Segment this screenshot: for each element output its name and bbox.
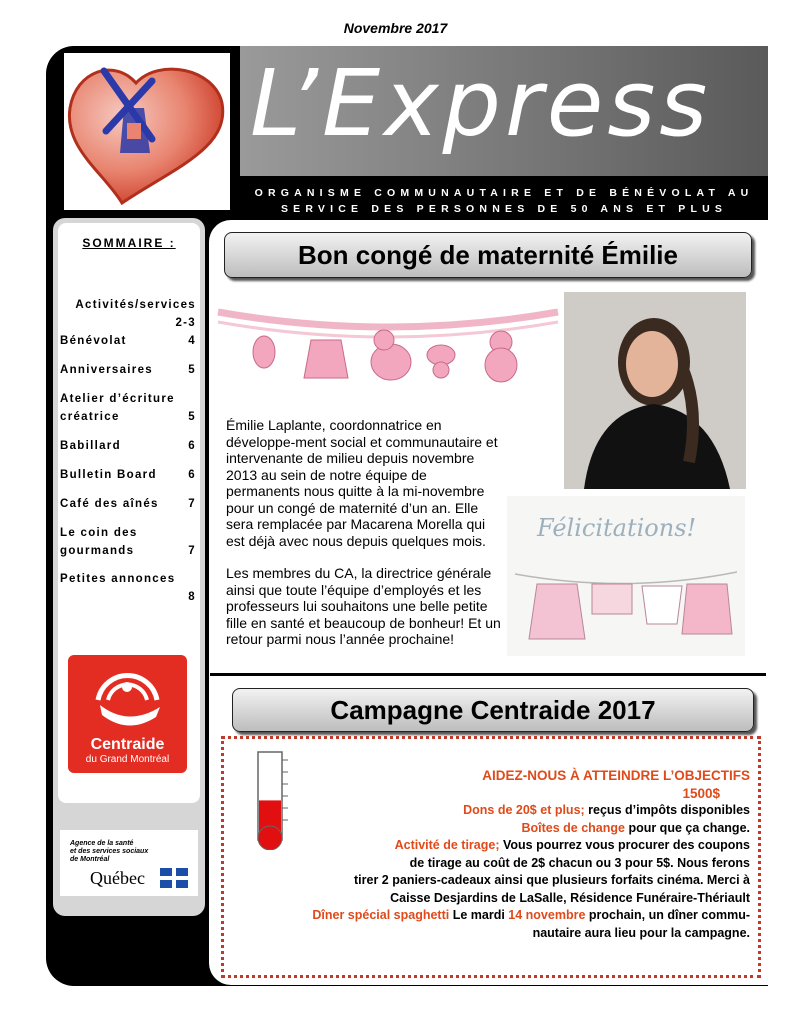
toc-item: Atelier d’écriture créatrice 5 (60, 393, 196, 423)
toc-item: 6 Bulletin Board (60, 469, 196, 481)
centraide-name: Centraide (90, 736, 165, 753)
portrait-photo (564, 292, 746, 489)
toc-item: 4 Bénévolat (60, 335, 196, 347)
article-paragraph: Émilie Laplante, coordonnatrice en développe-ment social et communautaire et intervenante de milieu depuis novembre 2013 au sein de notre équipe de permanents nous quitte à la mi-novembre pour un congé de maternité d’un an. Elle sera remplacée par Macarena Morella qui est déjà avec nous depuis quelques mois. (226, 417, 498, 549)
toc-heading: SOMMAIRE : (82, 236, 176, 250)
toc-item: Le coin des gourmands 7 (60, 527, 196, 557)
centraide-logo (68, 655, 187, 773)
article-paragraph: Les membres du CA, la directrice générale ainsi que toute l’équipe d’employés et les professeurs lui souhaitons une belle petite fille en santé et beaucoup de bonheur! Et un retour parmi nous l’année prochaine! (226, 565, 501, 647)
toc-item: Activités/services 2-3 (75, 299, 196, 329)
baby-garland-image (216, 300, 560, 395)
quebec-wordmark: Québec (90, 868, 145, 888)
heart-windmill-logo (64, 53, 230, 210)
hand-sun-icon (68, 655, 187, 735)
toc-item: Petites annonces 8 (60, 573, 196, 603)
toc-item: 6 Babillard (60, 440, 196, 452)
felicitations-text: Félicitations! (537, 514, 697, 542)
article-heading-maternite: Bon congé de maternité Émilie (224, 232, 752, 278)
toc-item: 5 Anniversaires (60, 364, 196, 376)
article-heading-centraide: Campagne Centraide 2017 (232, 688, 754, 732)
felicitations-image (507, 496, 745, 656)
tagline-line-2: SERVICE DES PERSONNES DE 50 ANS ET PLUS (280, 203, 728, 215)
quebec-flag-icon (160, 868, 188, 888)
section-divider (210, 673, 766, 676)
tagline-line-1: ORGANISME COMMUNAUTAIRE ET DE BÉNÉVOLAT AU (254, 187, 754, 199)
campaign-text: AIDEZ-NOUS À ATTEINDRE L’OBJECTIFS 1500$ Dons de 20$ et plus; reçus d’impôts disponibles Boîtes de change pour que ça change. Activité de tirage; Vous pourrez vous procurer des coupons de tirage au coût de 2$ chacun ou 3 pour 5$. Nous ferons tirer 2 paniers-cadeaux ainsi que plusieurs forfaits cinéma. Merci à Caisse Desjardins de LaSalle, Résidence Funéraire-Thériault Dîner spécial spaghetti Le mardi 14 novembre prochain, un dîner commu- nautaire aura lieu pour la campagne. (312, 768, 750, 940)
logo (64, 53, 230, 210)
agency-logo: Agence de la santé et des services sociaux de Montréal Québec (60, 830, 198, 896)
newsletter-title: L’Express (250, 50, 712, 157)
centraide-sub: du Grand Montréal (85, 754, 170, 765)
toc-item: 7 Café des aînés (60, 498, 196, 510)
issue-date: Novembre 2017 (343, 20, 448, 36)
